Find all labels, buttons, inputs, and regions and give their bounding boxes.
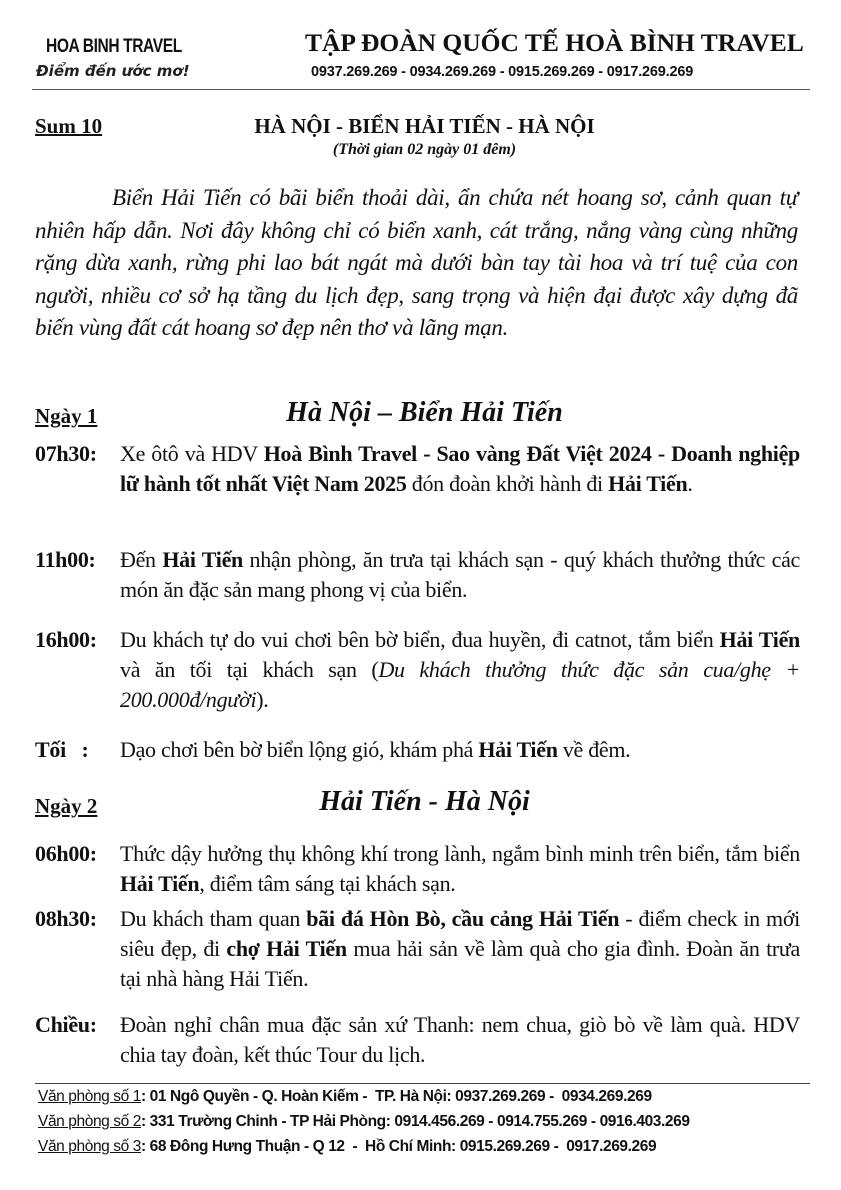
schedule-time: 11h00: [35, 547, 96, 572]
text-segment: mua hải sản về làm quà cho gia đình. Đoàn ăn trưa tại nhà hàng Hải Tiến. [120, 936, 800, 991]
highlight-text: Hải Tiến [120, 871, 200, 896]
tour-duration: (Thời gian 02 ngày 01 đêm) [332, 141, 517, 158]
brand-slogan: Điểm đến ước mơ! [36, 62, 190, 80]
schedule-text [120, 625, 800, 715]
schedule-item [35, 625, 800, 715]
office-line [38, 1113, 813, 1131]
text-segment: Du khách tự do vui chơi bên bờ biển, đua huyền, đi catnot, tắm biển [120, 627, 720, 652]
schedule-text [120, 735, 800, 765]
tour-code: Sum 10 [35, 114, 103, 138]
text-segment: về đêm. [557, 737, 631, 762]
text-segment: - điểm check in mới siêu đẹp, đi [120, 906, 800, 961]
schedule-item [35, 904, 800, 994]
office-label: Văn phòng số 3 [38, 1138, 141, 1155]
schedule-item [35, 545, 800, 605]
office-line [38, 1138, 813, 1156]
highlight-text: Hải Tiến [719, 627, 800, 652]
schedule-time: 07h30: [35, 441, 97, 466]
schedule-item [35, 439, 800, 499]
schedule-time: Chiều: [35, 1012, 97, 1037]
office-details: : 331 Trường Chinh - TP Hải Phòng: 0914.456.269 - 0914.755.269 - 0916.403.269 [141, 1113, 690, 1130]
schedule-time: 06h00: [35, 841, 97, 866]
office-line [38, 1088, 813, 1106]
schedule-text [120, 439, 800, 499]
schedule-item [35, 1010, 800, 1070]
highlight-text: chợ Hải Tiến [226, 936, 347, 961]
day-2-title: Hải Tiến - Hà Nội [319, 786, 530, 817]
schedule-text [120, 1010, 800, 1070]
highlight-text: Hải Tiến [478, 737, 558, 762]
highlight-text: bãi đá Hòn Bò, cầu cảng Hải Tiến [306, 906, 620, 931]
footer-divider [35, 1083, 810, 1084]
text-segment: Đoàn nghỉ chân mua đặc sản xứ Thanh: nem chua, giò bò về làm quà. HDV chia tay đoàn, kết thúc Tour du lịch. [120, 1012, 800, 1067]
text-segment: , điểm tâm sáng tại khách sạn. [199, 871, 456, 896]
office-label: Văn phòng số 1 [38, 1088, 141, 1105]
day-1-title: Hà Nội – Biển Hải Tiến [286, 397, 563, 428]
text-segment: và ăn tối tại khách sạn ( [120, 657, 379, 682]
schedule-time: Tối : [35, 737, 89, 762]
office-label: Văn phòng số 2 [38, 1113, 141, 1130]
schedule-item [35, 839, 800, 899]
note-text: Du khách thưởng thức đặc sản cua/ghẹ + 200.000đ/người [120, 657, 800, 712]
tour-intro: Biển Hải Tiến có bãi biển thoải dài, ẩn chứa nét hoang sơ, cảnh quan tự nhiên hấp dẫn. Nơi đây không chỉ có biển xanh, cát trắng, nắng vàng cùng những rặng dừa xanh, rừng phi lao bát ngát mà dưới bàn tay tài hoa và trí tuệ của con người, nhiều cơ sở hạ tầng du lịch đẹp, sang trọng và hiện đại được xây dựng đã biến vùng đất cát hoang sơ đẹp nên thơ và lãng mạn. [35, 185, 798, 341]
text-segment: Dạo chơi bên bờ biển lộng gió, khám phá [120, 737, 479, 762]
header-phones: 0937.269.269 - 0934.269.269 - 0915.269.269 - 0917.269.269 [311, 64, 694, 80]
text-segment: đón đoàn khởi hành đi [406, 471, 609, 496]
office-details: : 68 Đông Hưng Thuận - Q 12 - Hồ Chí Minh: 0915.269.269 - 0917.269.269 [141, 1138, 657, 1155]
brand-logo-text: HOA BINH TRAVEL [46, 36, 182, 57]
day-2-label: Ngày 2 [35, 794, 98, 818]
header-divider [32, 89, 810, 90]
tour-title: HÀ NỘI - BIỂN HẢI TIẾN - HÀ NỘI [254, 114, 595, 138]
schedule-text [120, 904, 800, 994]
schedule-text [120, 545, 800, 605]
office-details: : 01 Ngô Quyền - Q. Hoàn Kiếm - TP. Hà Nội: 0937.269.269 - 0934.269.269 [141, 1088, 652, 1105]
highlight-text: Hải Tiến [162, 547, 243, 572]
text-segment: . [687, 471, 693, 496]
schedule-item [35, 735, 800, 765]
text-segment: Đến [120, 547, 163, 572]
schedule-time: 08h30: [35, 906, 97, 931]
text-segment: Thức dậy hưởng thụ không khí trong lành, ngắm bình minh trên biển, tắm biển [120, 841, 800, 866]
text-segment: ). [256, 687, 269, 712]
corporation-name: TẬP ĐOÀN QUỐC TẾ HOÀ BÌNH TRAVEL [305, 28, 804, 57]
text-segment: Du khách tham quan [120, 906, 307, 931]
text-segment: nhận phòng, ăn trưa tại khách sạn - quý khách thưởng thức các món ăn đặc sản mang phong vị của biển. [120, 547, 801, 602]
schedule-text [120, 839, 800, 899]
day-1-label: Ngày 1 [35, 404, 98, 428]
highlight-text: Hải Tiến [608, 471, 688, 496]
schedule-time: 16h00: [35, 627, 97, 652]
highlight-text: Hoà Bình Travel - Sao vàng Đất Việt 2024 - Doanh nghiệp lữ hành tốt nhất Việt Nam 2025 [120, 441, 800, 496]
text-segment: Xe ôtô và HDV [120, 441, 264, 466]
